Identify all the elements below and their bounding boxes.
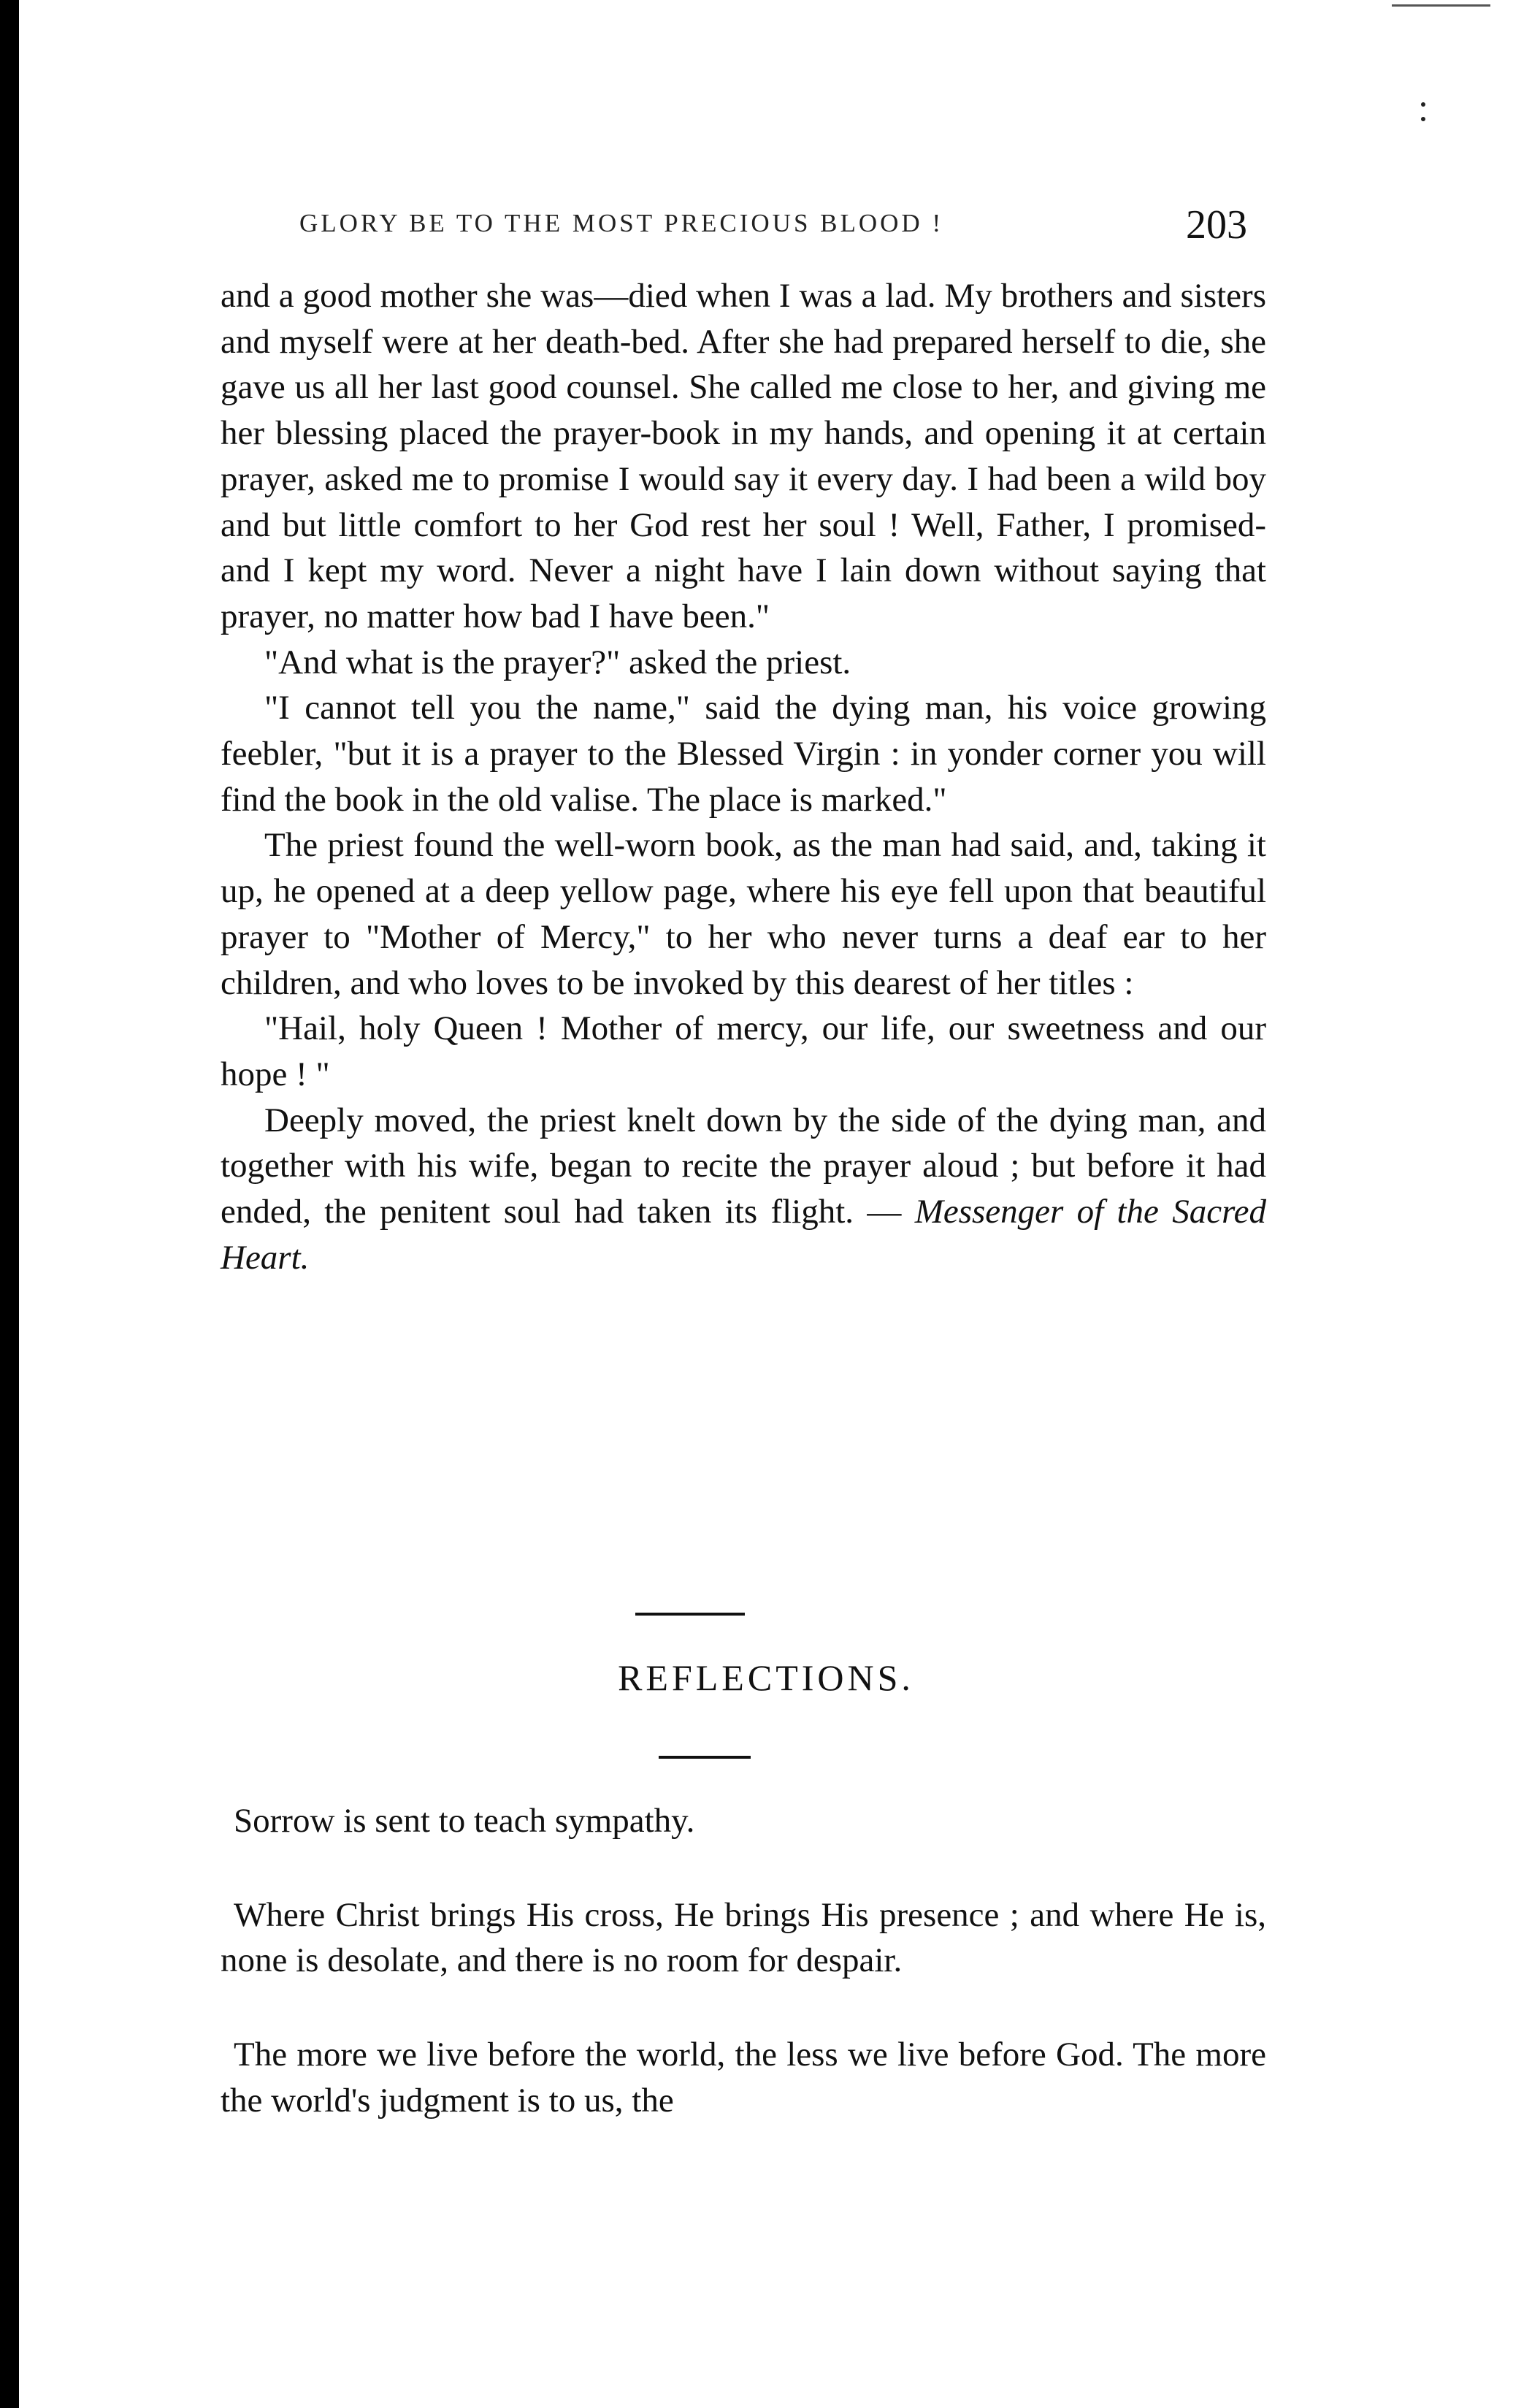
reflections-list: [221, 1798, 1266, 2172]
section-heading: REFLECTIONS.: [618, 1657, 914, 1698]
reflection-item: Sorrow is sent to teach sympathy.: [234, 1802, 695, 1840]
page-header: [0, 202, 1532, 248]
paragraph: "I cannot tell you the name," said the dying man, his voice growing feebler, "but it is a prayer to the Blessed Virgin : in yonder corner you will find the book in the old valise. The place is marked.": [221, 689, 1266, 819]
divider-rule: [659, 1756, 751, 1759]
page-number: 203: [1186, 202, 1247, 248]
paragraph-with-credit: Deeply moved, the priest knelt down by the side of the dying man, and together with his wife, began to recite the prayer aloud ; but before it had ended, the penitent soul had taken its flight. — Messenger of the Sacred Heart.: [221, 1101, 1267, 1277]
scan-speck: [1421, 102, 1425, 107]
paragraph: Deeply moved, the priest knelt down by the side of the dying man, and together with his wife, began to recite the prayer aloud ; but before it had ended, the penitent soul had taken its flight.: [221, 1101, 1266, 1231]
paragraph: "And what is the prayer?" asked the priest.: [264, 643, 851, 681]
reflection-item: Where Christ brings His cross, He brings His presence ; and where He is, none is desolate, and there is no room for despair.: [221, 1895, 1266, 1980]
body-text: [221, 273, 1266, 1280]
paragraph: "Hail, holy Queen ! Mother of mercy, our life, our sweetness and our hope ! ": [221, 1009, 1266, 1093]
scan-speck: [1421, 117, 1425, 121]
scan-top-rule: [1392, 4, 1490, 7]
running-title: GLORY BE TO THE MOST PRECIOUS BLOOD !: [299, 209, 944, 237]
paragraph: The priest found the well-worn book, as the man had said, and, taking it up, he opened at a deep yellow page, where his eye fell upon that beautiful prayer to "Mother of Mercy," to her who never turns a deaf ear to her children, and who loves to be invoked by this dearest of her titles :: [221, 826, 1266, 1002]
divider-rule: [635, 1613, 745, 1616]
reflection-item: The more we live before the world, the less we live before God. The more the world's judgment is to us, the: [221, 2036, 1266, 2120]
paragraph: and a good mother she was—died when I was a lad. My brothers and sisters and myself were at her death-bed. After she had prepared herself to die, she gave us all her last good counsel. She called me close to her, and giving me her blessing placed the prayer-book in my hands, and opening it at certain prayer, asked me to promise I would say it every day. I had been a wild boy and but little comfort to her God rest her soul ! Well, Father, I promised- and I kept my word. Never a night have I lain down without saying that prayer, no matter how bad I have been.": [221, 277, 1266, 635]
source-credit: Messenger of the Sacred Heart.: [221, 1193, 1267, 1277]
scan-margin-bar: [0, 0, 19, 2408]
